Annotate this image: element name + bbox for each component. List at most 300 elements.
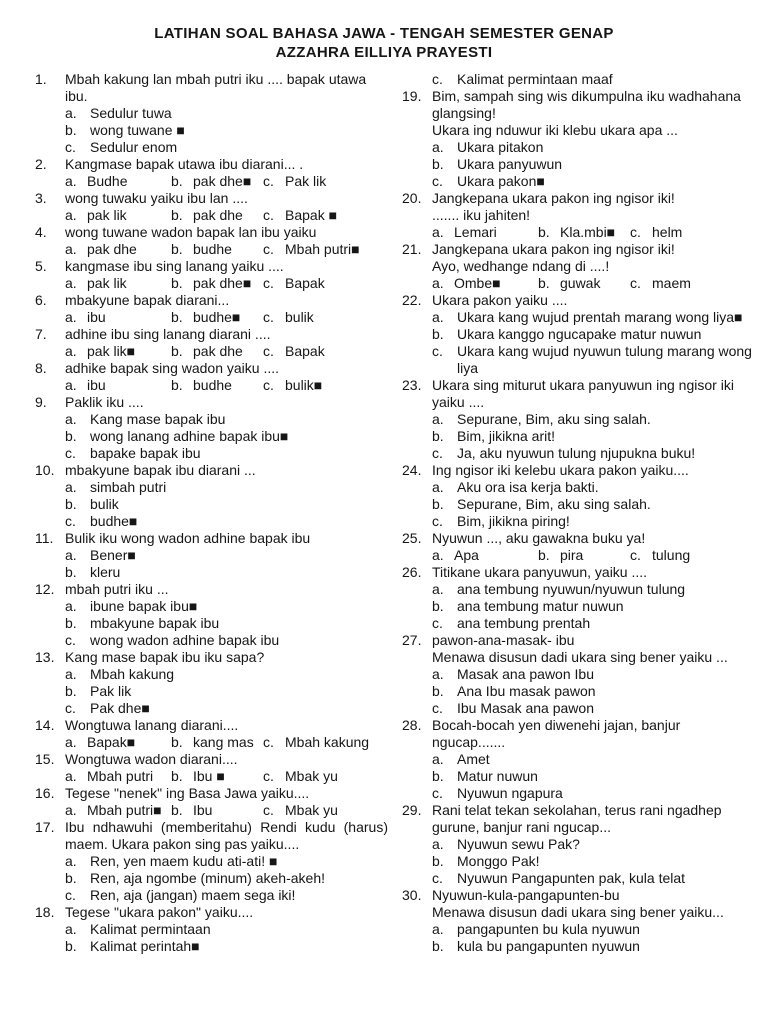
option-letter: a. [65,853,77,869]
option-text: Bapak [285,275,325,291]
question-text: Ing ngisor iki kelebu ukara pakon yaiku.... [432,462,689,478]
option [630,275,756,292]
option-text: Bapak■ [87,734,136,750]
option-letter: c. [263,173,274,189]
option-text: Sepurane, Bim, aku sing salah. [457,411,651,427]
question-body [65,581,388,649]
option-text: Ibu ■ [193,768,225,784]
option-text: Apa [454,547,479,563]
option-text: pak lik [87,207,127,223]
option [432,496,756,513]
option-text: bulik [90,496,119,512]
options-row [432,547,756,564]
option-text: Ukara pakon■ [457,173,545,189]
question-text: Tegese "ukara pakon" yaiku.... [65,904,254,920]
question-number: 6. [35,292,47,308]
option [432,156,756,173]
option [432,326,756,343]
option [65,309,171,326]
option-text: Mbak yu [285,768,338,784]
option-letter: c. [432,445,443,461]
option-letter: a. [65,547,77,563]
option-letter: c. [65,445,76,461]
option [263,241,388,258]
question-body [65,292,388,326]
option [65,683,388,700]
option [432,224,538,241]
option-text: Kalimat perintah■ [90,938,200,954]
option-letter: b. [171,309,183,325]
option-letter: c. [630,224,641,240]
option [432,870,756,887]
options-row [432,224,756,241]
option-letter: a. [432,309,444,325]
option-letter: b. [432,938,444,954]
question-number: 12. [35,581,55,597]
option-text: Masak ana pawon Ibu [457,666,594,682]
question-body [65,530,388,581]
question-text: Nyuwun ..., aku gawakna buku ya! [432,530,646,546]
question-number: 11. [35,530,54,546]
options-row [65,377,388,394]
option-text: pak dhe■ [193,275,252,291]
question-item [402,377,756,462]
question-body [432,462,756,530]
question-text: Ibu ndhawuhi (memberitahu) Rendi kudu (harus) maem. Ukara pakon sing pas yaiku.... [65,819,388,852]
option [65,887,388,904]
option-text: Sepurane, Bim, aku sing salah. [457,496,651,512]
option [432,445,756,462]
option [432,547,538,564]
option-text: ana tembung prentah [457,615,591,631]
question-text: Menawa disusun dadi ukara sing bener yaiku... [432,904,724,920]
option [65,343,171,360]
question-item [35,462,388,530]
option-letter: b. [432,853,444,869]
option-text: Lemari [454,224,497,240]
question-number: 18. [35,904,55,920]
option-text: Nyuwun ngapura [457,785,563,801]
option-letter: c. [263,377,274,393]
question-text: Rani telat tekan sekolahan, terus rani ngadhep gurune, banjur rani ngucap... [432,802,722,835]
option [65,479,388,496]
option-text: Ren, yen maem kudu ati-ati! ■ [90,853,278,869]
option [171,309,263,326]
option-letter: a. [65,598,77,614]
option [432,411,756,428]
option-text: kang mas [193,734,254,750]
question-text: Nyuwun-kula-pangapunten-bu [432,887,620,903]
option [263,173,388,190]
question-item [402,632,756,717]
option [171,207,263,224]
question-number: 1. [35,71,47,87]
question-item [402,462,756,530]
question-body [432,241,756,292]
option [171,241,263,258]
question-number: 28. [402,717,422,733]
options-row [65,309,388,326]
question-body [65,326,388,360]
option [65,938,388,955]
option-letter: b. [538,224,550,240]
option-letter: a. [65,411,77,427]
question-number: 2. [35,156,47,172]
option-letter: b. [65,615,77,631]
option-letter: c. [65,887,76,903]
options-row [65,173,388,190]
option-letter: b. [65,870,77,886]
question-item [35,224,388,258]
option-letter: c. [263,309,274,325]
question-text: kangmase ibu sing lanang yaiku .... [65,258,284,274]
question-text: pawon-ana-masak- ibu [432,632,575,648]
option-letter: b. [171,343,183,359]
question-body [65,785,388,819]
question-text: Ukara pakon yaiku .... [432,292,568,308]
options-row [65,802,388,819]
question-text: Kang mase bapak ibu iku sapa? [65,649,265,665]
option [432,71,756,88]
option [65,241,171,258]
question-number: 7. [35,326,47,342]
question-body [432,377,756,462]
option-letter: a. [432,139,444,155]
option-letter: a. [65,105,77,121]
option [171,275,263,292]
option-text: pak dhe [87,241,137,257]
question-number [402,71,432,88]
options-row [65,734,388,751]
question-text: mbah putri iku ... [65,581,169,597]
option-letter: a. [432,751,444,767]
option-text: Ombe■ [454,275,501,291]
document-title: LATIHAN SOAL BAHASA JAWA - TENGAH SEMESTER GENAP [154,25,614,42]
option-letter: b. [171,768,183,784]
option-letter: c. [432,513,443,529]
option [432,751,756,768]
option [65,207,171,224]
question-body [65,394,388,462]
option-text: Kalimat permintaan maaf [457,71,613,87]
option [65,870,388,887]
option-text: Bim, jikikna arit! [457,428,556,444]
option-letter: a. [65,768,77,784]
option-text: Nyuwun sewu Pak? [457,836,580,852]
question-number: 13. [35,649,55,665]
question-text: Ukara ing nduwur iki klebu ukara apa ... [432,122,678,138]
option-text: Budhe [87,173,128,189]
options-row [432,275,756,292]
question-body [432,887,756,955]
option-letter: c. [65,632,76,648]
option-letter: a. [432,921,444,937]
option-text: Ukara kanggo ngucapake matur nuwun [457,326,702,342]
option-letter: a. [65,666,77,682]
question-text: adhike bapak sing wadon yaiku .... [65,360,280,376]
option [432,581,756,598]
option [432,785,756,802]
option-text: pak dhe [193,207,243,223]
question-number: 30. [402,887,422,903]
option [171,768,263,785]
option-text: Pak dhe■ [90,700,150,716]
option-letter: c. [432,870,443,886]
option-text: Ren, aja (jangan) maem sega iki! [90,887,296,903]
question-number: 21. [402,241,422,257]
option [65,802,171,819]
option-text: budhe■ [90,513,138,529]
option-text: Ibu Masak ana pawon [457,700,594,716]
option-text: Pak lik [285,173,327,189]
option-text: Sedulur tuwa [90,105,172,121]
option-text: Bener■ [90,547,136,563]
option-text: Amet [457,751,490,767]
option-letter: a. [432,666,444,682]
question-text: Paklik iku .... [65,394,144,410]
option-letter: c. [263,768,274,784]
question-text: ....... iku jahiten! [432,207,531,223]
option [432,768,756,785]
option-letter: c. [432,785,443,801]
question-number: 23. [402,377,422,393]
option [65,598,388,615]
option [171,173,263,190]
option-letter: b. [538,275,550,291]
option-letter: b. [432,683,444,699]
option-text: Kla.mbi■ [560,224,616,240]
option-letter: a. [432,411,444,427]
question-number: 16. [35,785,55,801]
question-body [65,71,388,156]
question-item [402,887,756,955]
question-text: Mbah kakung lan mbah putri iku .... bapak utawa ibu. [65,71,367,104]
question-text: Menawa disusun dadi ukara sing bener yaiku ... [432,649,728,665]
option-text: ana tembung matur nuwun [457,598,624,614]
option-letter: a. [65,377,77,393]
option-letter: a. [432,581,444,597]
option-letter: a. [65,343,77,359]
question-number: 29. [402,802,422,818]
option-text: Mbah kakung [90,666,175,682]
option [630,224,756,241]
option [171,802,263,819]
question-text: Bulik iku wong wadon adhine bapak ibu [65,530,311,546]
option-text: bapake bapak ibu [90,445,201,461]
question-item [35,394,388,462]
question-text: Titikane ukara panyuwun, yaiku .... [432,564,648,580]
options-row [65,343,388,360]
option-text: ana tembung nyuwun/nyuwun tulung [457,581,686,597]
option-text: bulik■ [285,377,323,393]
question-item [402,190,756,241]
option [538,224,630,241]
option-text: Aku ora isa kerja bakti. [457,479,599,495]
options-row [65,207,388,224]
question-text: Ukara sing miturut ukara panyuwun ing ngisor iki yaiku .... [432,377,734,410]
option-letter: a. [432,479,444,495]
option-text: ibu [87,377,106,393]
option-letter: c. [630,275,641,291]
question-body [432,530,756,564]
question-number: 25. [402,530,422,546]
question-text: Bocah-bocah yen diwenehi jajan, banjur ngucap....... [432,717,681,750]
option-text: Kang mase bapak ibu [90,411,226,427]
option-text: simbah putri [90,479,167,495]
question-text: Ayo, wedhange ndang di ....! [432,258,610,274]
question-text: Tegese "nenek" ing Basa Jawa yaiku.... [65,785,310,801]
option [263,377,388,394]
option [65,564,388,581]
option-text: Mbah putri [87,768,154,784]
question-body [65,717,388,751]
question-item [402,241,756,292]
option-text: Bapak ■ [285,207,338,223]
option-letter: a. [432,275,444,291]
option-text: Mbah putri■ [285,241,360,257]
option [263,343,388,360]
option-letter: b. [65,938,77,954]
option-letter: b. [65,122,77,138]
option-text: Monggo Pak! [457,853,540,869]
option [432,513,756,530]
option-letter: c. [65,700,76,716]
question-item [35,751,388,785]
option [432,173,756,190]
option [65,700,388,717]
option-letter: c. [432,71,443,87]
option-letter: c. [263,241,274,257]
question-text: Wongtuwa wadon diarani.... [65,751,238,767]
option-text: guwak [560,275,601,291]
option [432,479,756,496]
option-text: Kalimat permintaan [90,921,211,937]
option [65,428,388,445]
option-text: kula bu pangapunten nyuwun [457,938,640,954]
option-letter: b. [171,275,183,291]
option [65,496,388,513]
option-letter: c. [263,207,274,223]
option-letter: b. [171,241,183,257]
option-text: Nyuwun Pangapunten pak, kula telat [457,870,686,886]
question-number: 4. [35,224,47,240]
option [432,598,756,615]
option [432,428,756,445]
option-letter: b. [432,598,444,614]
option [263,802,388,819]
option-letter: c. [432,700,443,716]
option [432,666,756,683]
option-text: pak dhe [193,343,243,359]
option-letter: b. [65,428,77,444]
question-columns [0,71,768,955]
option-letter: b. [432,496,444,512]
question-text: Bim, sampah sing wis dikumpulna iku wadhahana glangsing! [432,88,741,121]
option-letter: c. [432,343,443,359]
question-text: Jangkepana ukara pakon ing ngisor iki! [432,190,675,206]
question-body [432,190,756,241]
option-text: mbakyune bapak ibu [90,615,220,631]
question-item [35,581,388,649]
question-body [65,156,388,190]
option [65,734,171,751]
option [171,343,263,360]
option-letter: a. [432,547,444,563]
question-item [35,819,388,904]
question-number: 10. [35,462,55,478]
question-text: wong tuwane wadon bapak lan ibu yaiku [65,224,317,240]
option-letter: b. [171,734,183,750]
question-number: 9. [35,394,47,410]
option [65,411,388,428]
question-item [402,564,756,632]
option-text: pangapunten bu kula nyuwun [457,921,640,937]
question-text: Jangkepana ukara pakon ing ngisor iki! [432,241,675,257]
option-text: wong lanang adhine bapak ibu■ [90,428,289,444]
option-text: Ren, aja ngombe (minum) akeh-akeh! [90,870,326,886]
option-letter: a. [65,479,77,495]
option-text: ibu [87,309,106,325]
question-item [402,530,756,564]
option-text: pak lik [87,275,127,291]
question-text: Kangmase bapak utawa ibu diarani... . [65,156,304,172]
option [65,513,388,530]
option [432,343,756,377]
question-item [402,717,756,802]
option [65,275,171,292]
option-text: Ukara pitakon [457,139,544,155]
option-text: wong tuwane ■ [90,122,185,138]
question-number: 20. [402,190,422,206]
question-item [402,802,756,887]
option-text: helm [652,224,683,240]
options-row [65,241,388,258]
question-body [432,717,756,802]
option-text: Mbah putri■ [87,802,162,818]
option [432,683,756,700]
option [65,122,388,139]
option [65,105,388,122]
option-letter: a. [65,173,77,189]
question-item [402,71,756,88]
option-letter: b. [65,496,77,512]
left-column [35,71,388,955]
options-row [65,768,388,785]
question-body [65,360,388,394]
question-number: 17. [35,819,55,835]
option [65,615,388,632]
question-number: 3. [35,190,47,206]
option-text: Bim, jikikna piring! [457,513,570,529]
option [263,734,388,751]
option-letter: c. [263,275,274,291]
question-item [35,649,388,717]
option-text: Ja, aku nyuwun tulung njupukna buku! [457,445,696,461]
question-body [65,649,388,717]
question-text: wong tuwaku yaiku ibu lan .... [65,190,248,206]
option-letter: a. [65,309,77,325]
question-body [65,751,388,785]
option-letter: a. [65,921,77,937]
option-letter: c. [432,173,443,189]
option-text: Matur nuwun [457,768,538,784]
question-body [65,462,388,530]
option-letter: a. [65,275,77,291]
option [263,768,388,785]
option-letter: a. [65,802,77,818]
option-text: Ibu [193,802,213,818]
option-letter: b. [171,207,183,223]
